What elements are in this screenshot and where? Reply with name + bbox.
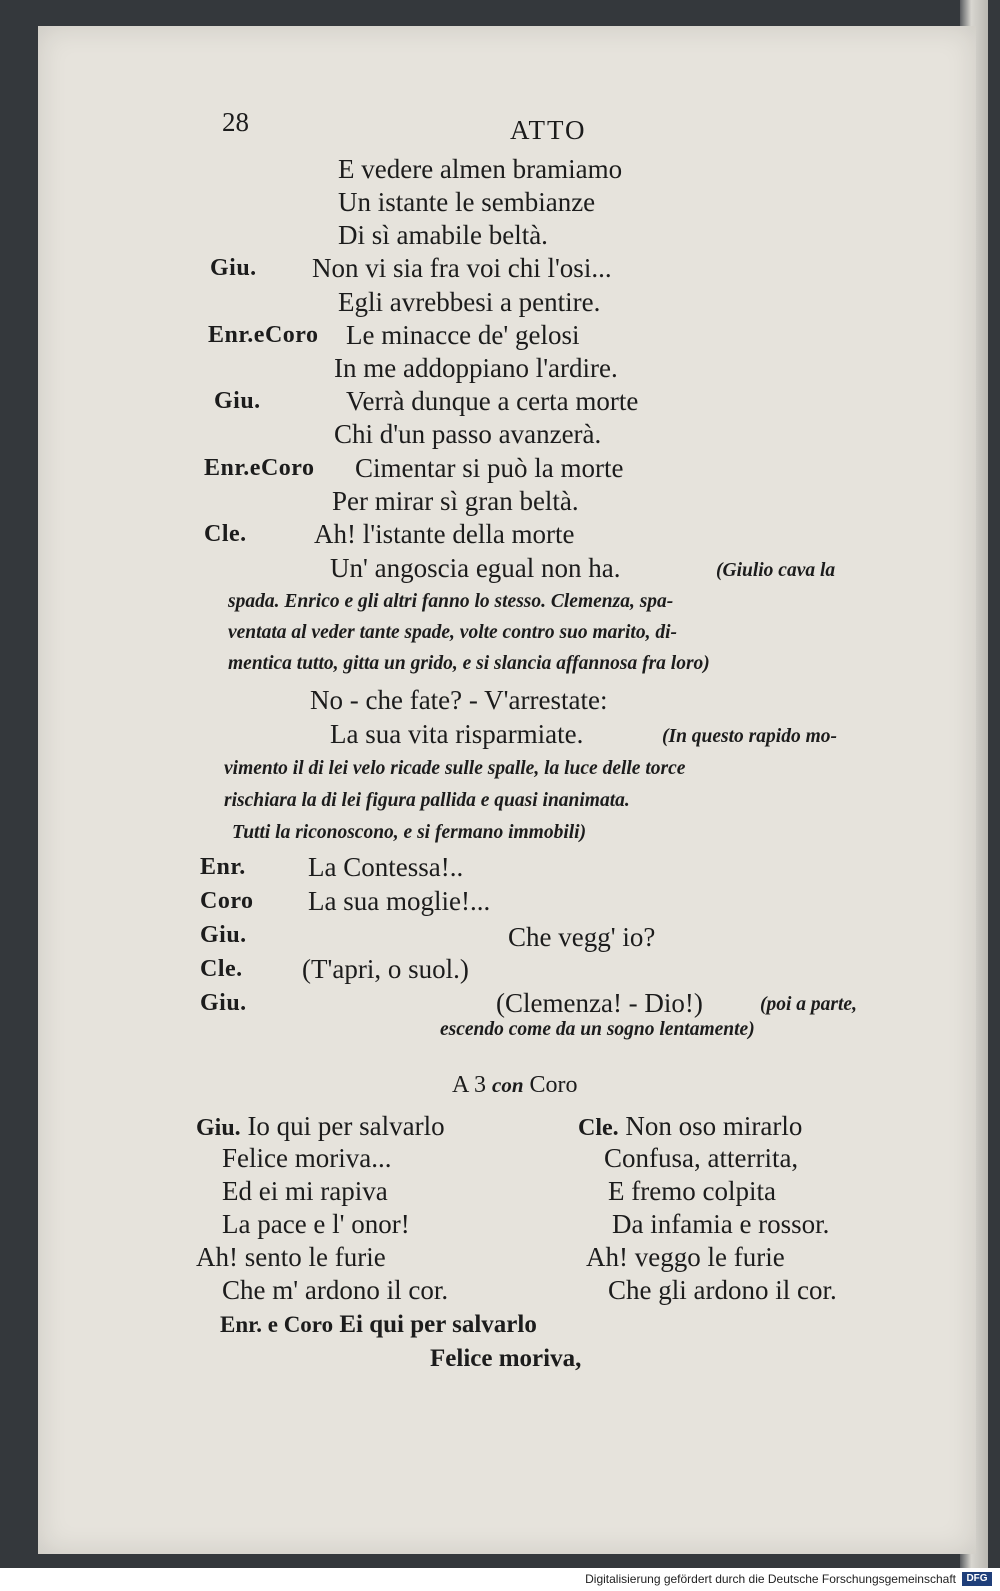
right-column-line: Da infamia e rossor.	[612, 1209, 830, 1239]
verse-line: Che vegg' io?	[508, 922, 656, 952]
speaker-label: Giu.	[210, 255, 257, 281]
right-column-line: Confusa, atterrita,	[604, 1143, 799, 1173]
right-column-line: Ah! veggo le furie	[586, 1242, 785, 1272]
stage-direction: escendo come da un sogno lentamente)	[440, 1019, 755, 1040]
speaker-label: Enr.eCoro	[204, 455, 315, 481]
verse-line: (T'apri, o suol.)	[302, 954, 469, 984]
left-column-line: Ed ei mi rapiva	[222, 1176, 388, 1206]
verse-line: Ah! l'istante della morte	[314, 519, 575, 549]
speaker-label: Enr.eCoro	[208, 322, 319, 348]
stage-direction: vimento il di lei velo ricade sulle spalle, la luce delle torce	[224, 758, 686, 779]
verse-line: E vedere almen bramiamo	[338, 154, 623, 184]
stage-direction: ventata al veder tante spade, volte contro suo marito, di-	[228, 622, 678, 643]
verse-line: La sua moglie!...	[308, 886, 491, 916]
final-line: Felice moriva,	[430, 1345, 582, 1372]
verse-line: In me addoppiano l'ardire.	[334, 353, 618, 383]
verse-line: Le minacce de' gelosi	[346, 320, 580, 350]
footer-bar	[0, 1568, 1000, 1591]
verse-line: La sua vita risparmiate.	[330, 719, 584, 749]
speaker-label: Enr.	[200, 854, 246, 880]
right-column-line: E fremo colpita	[608, 1176, 776, 1206]
speaker-label: Cle.	[204, 521, 247, 547]
verse-line: Non vi sia fra voi chi l'osi...	[312, 253, 612, 283]
section-coro: Coro	[529, 1072, 578, 1098]
speaker-label: Giu.	[200, 990, 247, 1016]
final-line	[220, 1309, 537, 1341]
speaker-label: Giu.	[214, 388, 261, 414]
stage-direction: spada. Enrico e gli altri fanno lo stesso. Clemenza, spa-	[228, 591, 674, 612]
stage-direction: mentica tutto, gitta un grido, e si slancia affannosa fra loro)	[228, 653, 710, 674]
stage-direction: rischiara la di lei figura pallida e quasi inanimata.	[224, 790, 630, 811]
dfg-logo-icon: DFG	[962, 1572, 992, 1586]
right-column-line	[578, 1110, 802, 1144]
stage-direction: (poi a parte,	[760, 994, 857, 1015]
verse-line: (Clemenza! - Dio!)	[496, 988, 703, 1018]
left-column-line: Felice moriva...	[222, 1143, 392, 1173]
verse-line: Chi d'un passo avanzerà.	[334, 419, 602, 449]
verse-text: Ei qui per salvarlo	[339, 1311, 537, 1338]
verse-line: Cimentar si può la morte	[355, 453, 624, 483]
stage-direction: (Giulio cava la	[716, 560, 836, 581]
left-column-line	[196, 1110, 445, 1144]
funding-credit: Digitalisierung gefördert durch die Deutsche Forschungsgemeinschaft	[585, 1572, 956, 1586]
verse-line: Per mirar sì gran beltà.	[332, 486, 579, 516]
left-column-line: Ah! sento le furie	[196, 1242, 386, 1272]
verse-line: Un' angoscia egual non ha.	[330, 553, 621, 583]
verse-text: Io qui per salvarlo	[247, 1111, 445, 1141]
verse-line: Egli avrebbesi a pentire.	[338, 287, 601, 317]
verse-line: Di sì amabile beltà.	[338, 220, 548, 250]
section-a3: A 3	[452, 1072, 487, 1098]
page-header: ATTO	[510, 115, 587, 145]
verse-line: Verrà dunque a certa morte	[346, 386, 639, 416]
stage-direction: Tutti la riconoscono, e si fermano immobili)	[232, 822, 587, 843]
stage-direction: (In questo rapido mo-	[662, 726, 837, 747]
verse-line: La Contessa!..	[308, 852, 464, 882]
right-column-line: Che gli ardono il cor.	[608, 1275, 837, 1305]
speaker-label: Enr. e Coro	[220, 1312, 334, 1337]
speaker-label: Cle.	[578, 1115, 619, 1141]
verse-text: Non oso mirarlo	[625, 1111, 803, 1141]
page-number: 28	[222, 107, 249, 137]
left-column-line: Che m' ardono il cor.	[222, 1275, 449, 1305]
verse-line: Un istante le sembianze	[338, 187, 596, 217]
section-con: con	[492, 1073, 524, 1097]
speaker-label: Giu.	[196, 1115, 241, 1141]
speaker-label: Giu.	[200, 922, 247, 948]
left-column-line: La pace e l' onor!	[222, 1209, 410, 1239]
speaker-label: Cle.	[200, 956, 243, 982]
verse-line: No - che fate? - V'arrestate:	[310, 685, 608, 715]
section-heading	[452, 1069, 578, 1101]
speaker-label: Coro	[200, 888, 254, 914]
